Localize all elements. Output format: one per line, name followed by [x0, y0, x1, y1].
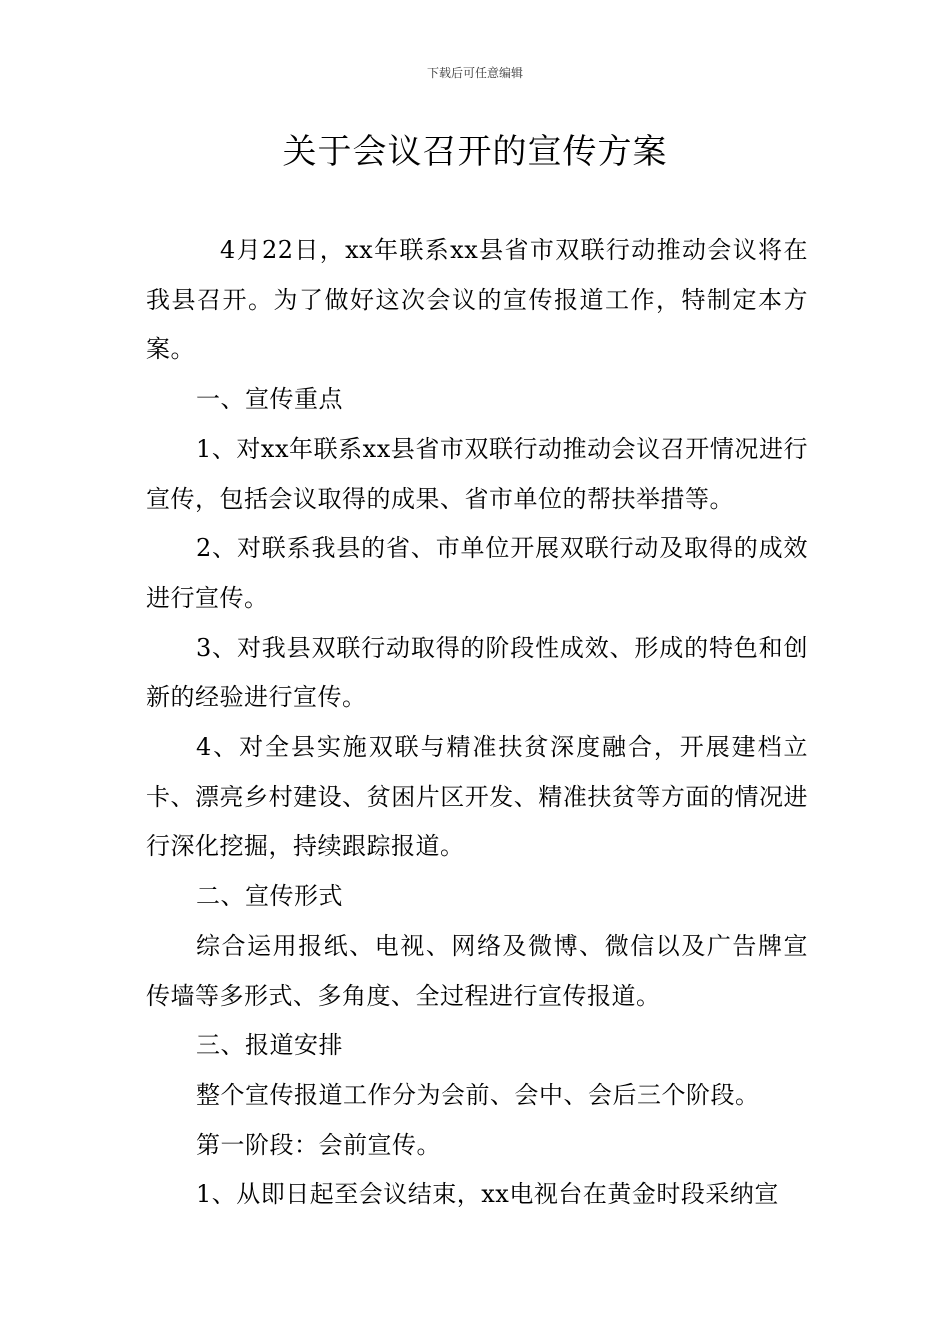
paragraph: 4、对全县实施双联与精准扶贫深度融合，开展建档立卡、漂亮乡村建设、贫困片区开发、精准扶贫等方面的情况进行深化挖掘，持续跟踪报道。: [146, 733, 808, 861]
header-note: 下载后可任意编辑: [426, 66, 523, 80]
paragraph: 2、对联系我县的省、市单位开展双联行动及取得的成效进行宣传。: [146, 534, 808, 612]
section-heading-report-arrangement: 三、报道安排: [196, 1031, 343, 1060]
paragraph: 3、对我县双联行动取得的阶段性成效、形成的特色和创新的经验进行宣传。: [146, 633, 808, 712]
document-body: [146, 226, 808, 1220]
intro-paragraph: 4月22日，xx年联系xx县省市双联行动推动会议将在我县召开。为了做好这次会议的宣传报道工作，特制定本方案。: [146, 236, 808, 364]
paragraph: 第一阶段：会前宣传。: [196, 1130, 441, 1159]
paragraph: 1、从即日起至会议结束，xx电视台在黄金时段采纳宣: [196, 1180, 779, 1209]
paragraph: 1、对xx年联系xx县省市双联行动推动会议召开情况进行宣传，包括会议取得的成果、省市单位的帮扶举措等。: [146, 434, 808, 513]
paragraph: 整个宣传报道工作分为会前、会中、会后三个阶段。: [196, 1080, 760, 1109]
section-heading-publicity-form: 二、宣传形式: [196, 882, 343, 911]
paragraph: 综合运用报纸、电视、网络及微博、微信以及广告牌宣传墙等多形式、多角度、全过程进行宣传报道。: [146, 931, 808, 1010]
document-title: 关于会议召开的宣传方案: [282, 132, 668, 172]
section-heading-publicity-focus: 一、宣传重点: [196, 385, 343, 414]
